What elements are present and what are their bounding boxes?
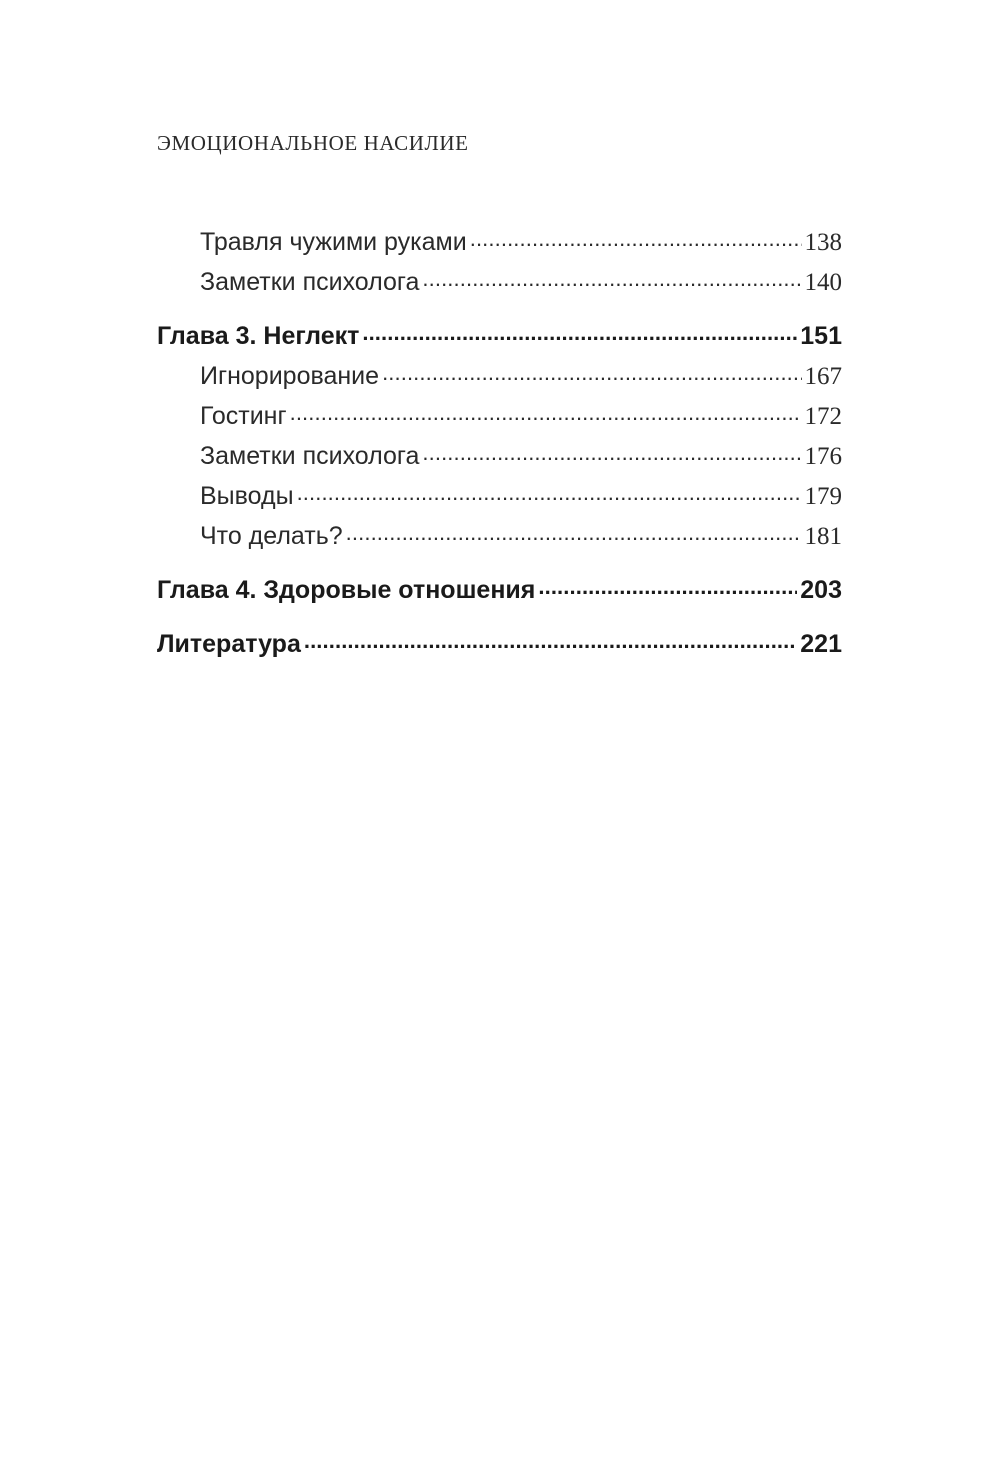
toc-entry-page: 138 [804,229,842,256]
toc-entry[interactable] [157,436,842,476]
toc-entry-title: Что делать? [200,522,343,550]
dot-leader [422,439,801,464]
dot-leader [304,627,797,652]
toc-entry-title: Травля чужими руками [200,228,467,256]
dot-leader [362,319,797,344]
dot-leader [290,399,802,424]
toc-entry-page: 140 [804,269,842,296]
dot-leader [422,265,801,290]
toc-chapter-entry[interactable] [157,570,842,610]
toc-entry-title: Игнорирование [200,362,380,390]
toc-entry-page: 167 [804,363,842,390]
toc-entry-page: 179 [804,483,842,510]
toc-entry[interactable] [157,516,842,556]
toc-chapter-entry[interactable] [157,624,842,664]
dot-leader [297,479,802,504]
toc-entry[interactable] [157,396,842,436]
toc-chapter-title: Литература [157,630,301,658]
toc-chapter-page: 151 [800,322,842,350]
toc-entry-title: Заметки психолога [200,268,420,296]
toc-entry[interactable] [157,356,842,396]
toc-entry[interactable] [157,262,842,302]
toc-entry-title: Выводы [200,482,294,510]
toc-entry-page: 176 [804,443,842,470]
toc-entry[interactable] [157,222,842,262]
toc-entry-page: 172 [804,403,842,430]
toc-entry-title: Заметки психолога [200,442,420,470]
table-of-contents [157,222,842,664]
toc-chapter-page: 221 [800,630,842,658]
dot-leader [470,225,802,250]
running-head: ЭМОЦИОНАЛЬНОЕ НАСИЛИЕ [157,131,469,155]
toc-chapter-entry[interactable] [157,316,842,356]
toc-chapter-page: 203 [800,576,842,604]
toc-chapter-title: Глава 4. Здоровые отношения [157,576,536,604]
dot-leader [346,519,802,544]
toc-entry[interactable] [157,476,842,516]
toc-entry-title: Гостинг [200,402,287,430]
toc-chapter-title: Глава 3. Неглект [157,322,360,350]
toc-entry-page: 181 [804,523,842,550]
dot-leader [382,359,801,384]
dot-leader [538,573,797,598]
